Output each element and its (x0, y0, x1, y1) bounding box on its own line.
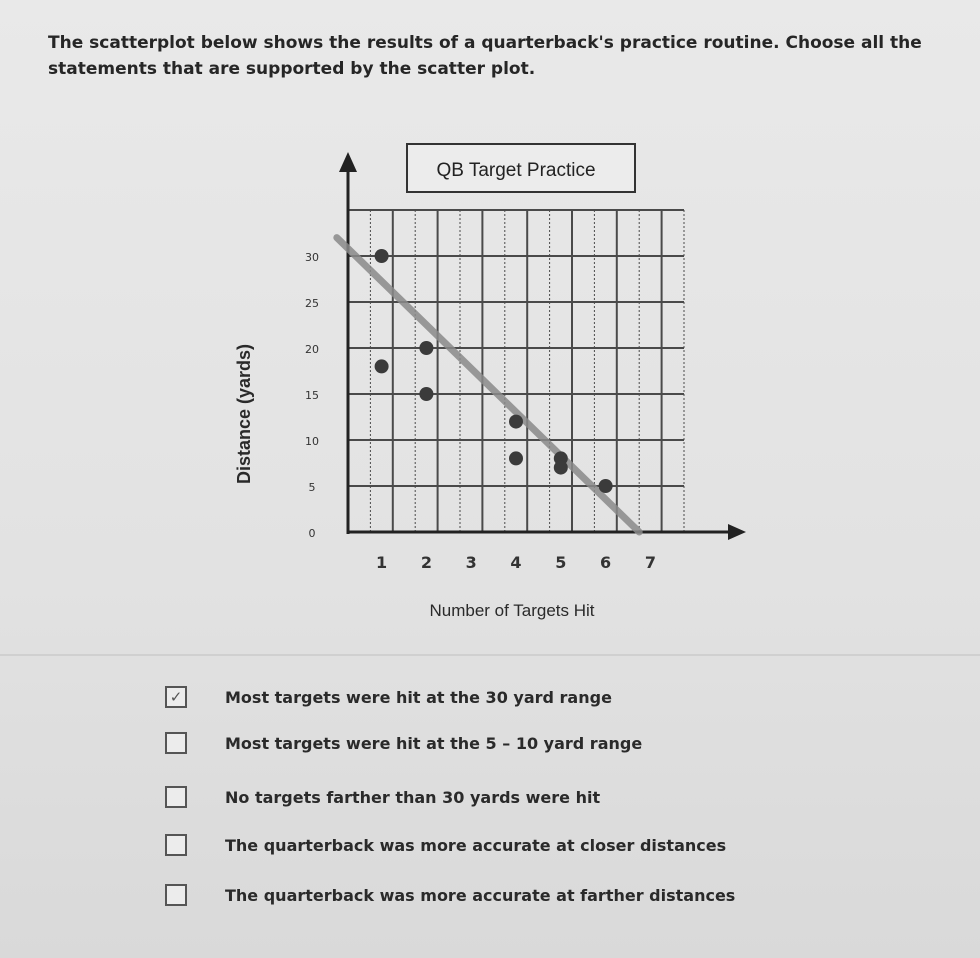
paper-fold (0, 654, 980, 656)
y-tick-label: 20 (305, 343, 319, 356)
data-point (419, 341, 433, 355)
x-tick-label: 3 (465, 553, 477, 572)
data-point (599, 479, 613, 493)
option-1[interactable] (165, 682, 612, 712)
x-tick-label: 5 (555, 553, 567, 572)
option-5[interactable] (165, 880, 735, 910)
x-tick-label: 2 (420, 553, 432, 572)
chart-grid (348, 210, 684, 532)
x-axis-arrow (728, 524, 746, 540)
x-tick-label: 1 (376, 553, 388, 572)
checkbox-3[interactable] (165, 786, 187, 808)
option-4[interactable] (165, 830, 726, 860)
trend-line (337, 238, 639, 532)
option-3[interactable] (165, 782, 600, 812)
data-point (509, 415, 523, 429)
x-axis-title: Number of Targets Hit (429, 601, 595, 620)
y-axis-title: Distance (yards) (234, 343, 254, 485)
option-2-label: Most targets were hit at the 5 – 10 yard range (225, 733, 643, 753)
y-tick-label: 10 (305, 435, 319, 448)
x-tick-label: 4 (510, 553, 522, 572)
y-tick-label: 25 (305, 297, 319, 310)
data-point (554, 461, 568, 475)
option-1-label: Most targets were hit at the 30 yard range (225, 687, 612, 707)
y-tick-label: 5 (308, 481, 316, 494)
option-3-label: No targets farther than 30 yards were hit (225, 787, 601, 807)
y-tick-label: 30 (305, 251, 319, 264)
y-axis-arrow (339, 152, 357, 172)
question-prompt: The scatterplot below shows the results of a quarterback's practice routine. Choose all the statements that are supported by the scatter plot. (48, 33, 922, 79)
checkbox-1[interactable]: ✓ (165, 686, 187, 708)
y-tick-label: 15 (305, 389, 319, 402)
x-tick-label: 6 (600, 553, 612, 572)
data-point (509, 451, 523, 465)
checkbox-2[interactable] (165, 732, 187, 754)
data-point (419, 387, 433, 401)
option-5-label: The quarterback was more accurate at farther distances (225, 885, 736, 905)
chart-title: QB Target Practice (436, 160, 596, 181)
y-tick-label: 0 (308, 527, 316, 540)
checkbox-5[interactable] (165, 884, 187, 906)
data-point (375, 359, 389, 373)
option-2[interactable] (165, 728, 642, 758)
option-4-label: The quarterback was more accurate at closer distances (225, 835, 727, 855)
x-tick-label: 7 (644, 553, 656, 572)
checkbox-4[interactable] (165, 834, 187, 856)
data-point (375, 249, 389, 263)
